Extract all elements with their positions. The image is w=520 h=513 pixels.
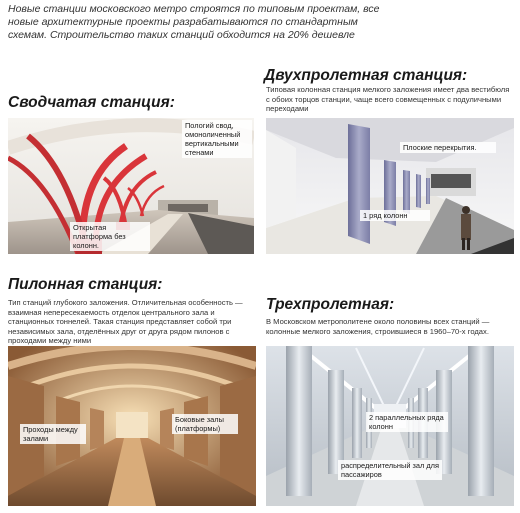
vaulted-callout-vault: Пологий свод, омоноличенный вертикальными стенами <box>182 120 252 158</box>
vaulted-station-image <box>8 118 254 254</box>
twospan-station-illustration <box>266 118 514 254</box>
twospan-station-image <box>266 118 514 254</box>
pylon-station-image <box>8 346 256 506</box>
twospan-station-title: Двухпролетная станция: <box>264 67 468 84</box>
twospan-callout-columns: 1 ряд колонн <box>360 210 430 221</box>
vaulted-callout-platform: Открытая платформа без колонн. <box>70 222 150 251</box>
threespan-station-title: Трехпролетная: <box>266 296 395 313</box>
pylon-callout-passages: Проходы между залами <box>20 424 86 444</box>
threespan-callout-rows: 2 параллельных ряда колонн <box>366 412 448 432</box>
threespan-station-image <box>266 346 514 506</box>
intro-text: Новые станции московского метро строятся по типовым проектам, все новые архитектурные проекты разрабатываются по стандартным схемам. Строительство таких станций обходится на 20% дешевле <box>8 3 380 41</box>
threespan-description: В Московском метрополитене около половины всех станций — колонные мелкого заложения, строившиеся в 1960–70-х годах. <box>266 317 490 336</box>
twospan-description: Типовая колонная станция мелкого заложения имеет два вестибюля с обоих торцов станции, чаще всего совмещенных с подуличными переходами <box>266 85 510 114</box>
pylon-callout-side: Боковые залы (платформы) <box>172 414 238 434</box>
threespan-callout-hall: распределительный зал для пассажиров <box>338 460 442 480</box>
twospan-callout-flat: Плоские перекрытия. <box>400 142 496 153</box>
pylon-station-title: Пилонная станция: <box>8 276 163 293</box>
vaulted-station-title: Сводчатая станция: <box>8 94 175 111</box>
pylon-description: Тип станций глубокого заложения. Отличительная особенность — взаимная непересекаемость отделок центрального зала и станционных тоннелей. Такая станция представляет собой три независимых зала, отделённых друг от друга рядом пилонов с проходами между ними <box>8 298 243 346</box>
